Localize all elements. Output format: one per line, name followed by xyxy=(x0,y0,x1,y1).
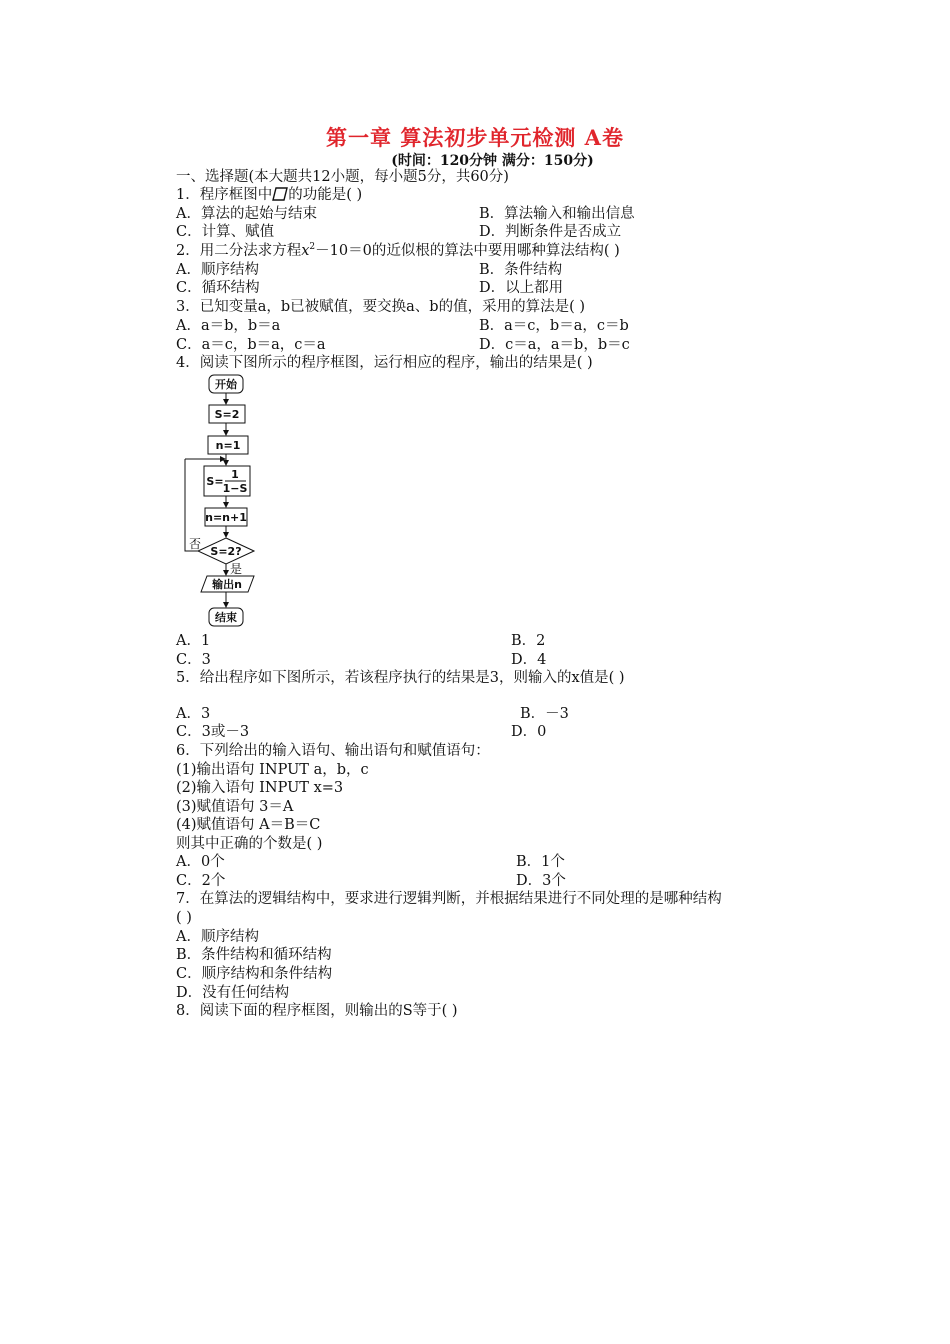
q6-stem: 6．下列给出的输入语句、输出语句和赋值语句： xyxy=(176,743,490,759)
q2-stem-after: －10＝0的近似根的算法中要用哪种算法结构( ) xyxy=(315,243,620,259)
q4-flowchart xyxy=(170,372,280,630)
flow-n-inc-label: n=n+1 xyxy=(205,511,247,524)
section-heading: 一、选择题(本大题共12小题，每小题5分，共60分) xyxy=(176,169,509,185)
q8-stem: 8．阅读下面的程序框图，则输出的S等于( ) xyxy=(176,1003,458,1019)
q2-option-a: A．顺序结构 xyxy=(176,262,259,278)
q2-stem-exp: 2 xyxy=(309,242,316,252)
q7-option-d: D．没有任何结构 xyxy=(176,985,290,1001)
q7-option-a: A．顺序结构 xyxy=(176,929,259,945)
flow-frac-num: 1 xyxy=(231,468,239,481)
q6-item-3: (3)赋值语句 3＝A xyxy=(176,799,294,815)
q1-stem xyxy=(176,186,362,204)
q4-option-c: C．3 xyxy=(176,652,211,668)
q6-ask: 则其中正确的个数是( ) xyxy=(176,836,323,852)
page-title: 第一章 算法初步单元检测 A卷 xyxy=(326,125,624,150)
q6-item-2: (2)输入语句 INPUT x=3 xyxy=(176,780,344,796)
flow-frac-den: 1−S xyxy=(222,482,248,495)
q1-stem-after: 的功能是( ) xyxy=(288,187,363,203)
q6-option-d: D．3个 xyxy=(516,873,566,889)
q4-option-a: A．1 xyxy=(176,633,211,649)
q3-stem: 3．已知变量a，b已被赋值，要交换a、b的值，采用的算法是( ) xyxy=(176,299,585,315)
q4-stem: 4．阅读下图所示的程序框图，运行相应的程序，输出的结果是( ) xyxy=(176,355,593,371)
flow-n-init-label: n=1 xyxy=(215,439,241,452)
q3-option-b: B．a＝c，b＝a，c＝b xyxy=(479,318,629,334)
q2-option-b: B．条件结构 xyxy=(479,262,563,278)
q5-stem: 5．给出程序如下图所示，若该程序执行的结果是3，则输入的x值是( ) xyxy=(176,670,625,686)
q6-option-c: C．2个 xyxy=(176,873,226,889)
q6-item-4: (4)赋值语句 A＝B＝C xyxy=(176,817,321,833)
q1-stem-before: 1．程序框图中 xyxy=(176,187,273,203)
parallelogram-icon xyxy=(272,186,288,202)
q2-option-c: C．循环结构 xyxy=(176,280,260,296)
q3-option-a: A．a＝b，b＝a xyxy=(176,318,281,334)
q5-option-a: A．3 xyxy=(176,706,211,722)
q5-option-c: C．3或－3 xyxy=(176,724,250,740)
q1-option-c: C．计算、赋值 xyxy=(176,224,275,240)
q6-option-a: A．0个 xyxy=(176,854,225,870)
q3-option-c: C．a＝c，b＝a，c＝a xyxy=(176,337,326,353)
q1-option-b: B．算法输入和输出信息 xyxy=(479,206,635,222)
flow-s-assign-label: S= xyxy=(206,475,224,488)
q7-paren: ( ) xyxy=(176,910,192,926)
flow-end-label: 结束 xyxy=(215,611,237,624)
q7-stem: 7．在算法的逻辑结构中，要求进行逻辑判断，并根据结果进行不同处理的是哪种结构 xyxy=(176,891,722,907)
flow-yes-label: 是 xyxy=(230,562,243,576)
q1-option-a: A．算法的起始与结束 xyxy=(176,206,317,222)
q7-option-b: B．条件结构和循环结构 xyxy=(176,947,332,963)
flow-s-init-label: S=2 xyxy=(214,408,240,421)
q6-item-1: (1)输出语句 INPUT a，b，c xyxy=(176,762,369,778)
q3-option-d: D．c＝a，a＝b，b＝c xyxy=(479,337,630,353)
q5-option-d: D．0 xyxy=(511,724,547,740)
exam-info: (时间：120分钟 满分：150分) xyxy=(391,153,594,169)
flow-start-label: 开始 xyxy=(215,378,237,391)
q5-option-b: B．－3 xyxy=(520,706,569,722)
q2-stem-before: 2．用二分法求方程 xyxy=(176,243,302,259)
q2-option-d: D．以上都用 xyxy=(479,280,564,296)
q4-option-b: B．2 xyxy=(511,633,546,649)
q2-stem xyxy=(176,242,620,260)
flow-cond-label: S=2? xyxy=(210,545,242,558)
flow-no-label: 否 xyxy=(189,537,202,551)
flow-output-label: 输出n xyxy=(212,578,242,591)
q4-option-d: D．4 xyxy=(511,652,547,668)
q1-option-d: D．判断条件是否成立 xyxy=(479,224,622,240)
q2-stem-var: x xyxy=(301,243,310,259)
q6-option-b: B．1个 xyxy=(516,854,565,870)
q7-option-c: C．顺序结构和条件结构 xyxy=(176,966,333,982)
